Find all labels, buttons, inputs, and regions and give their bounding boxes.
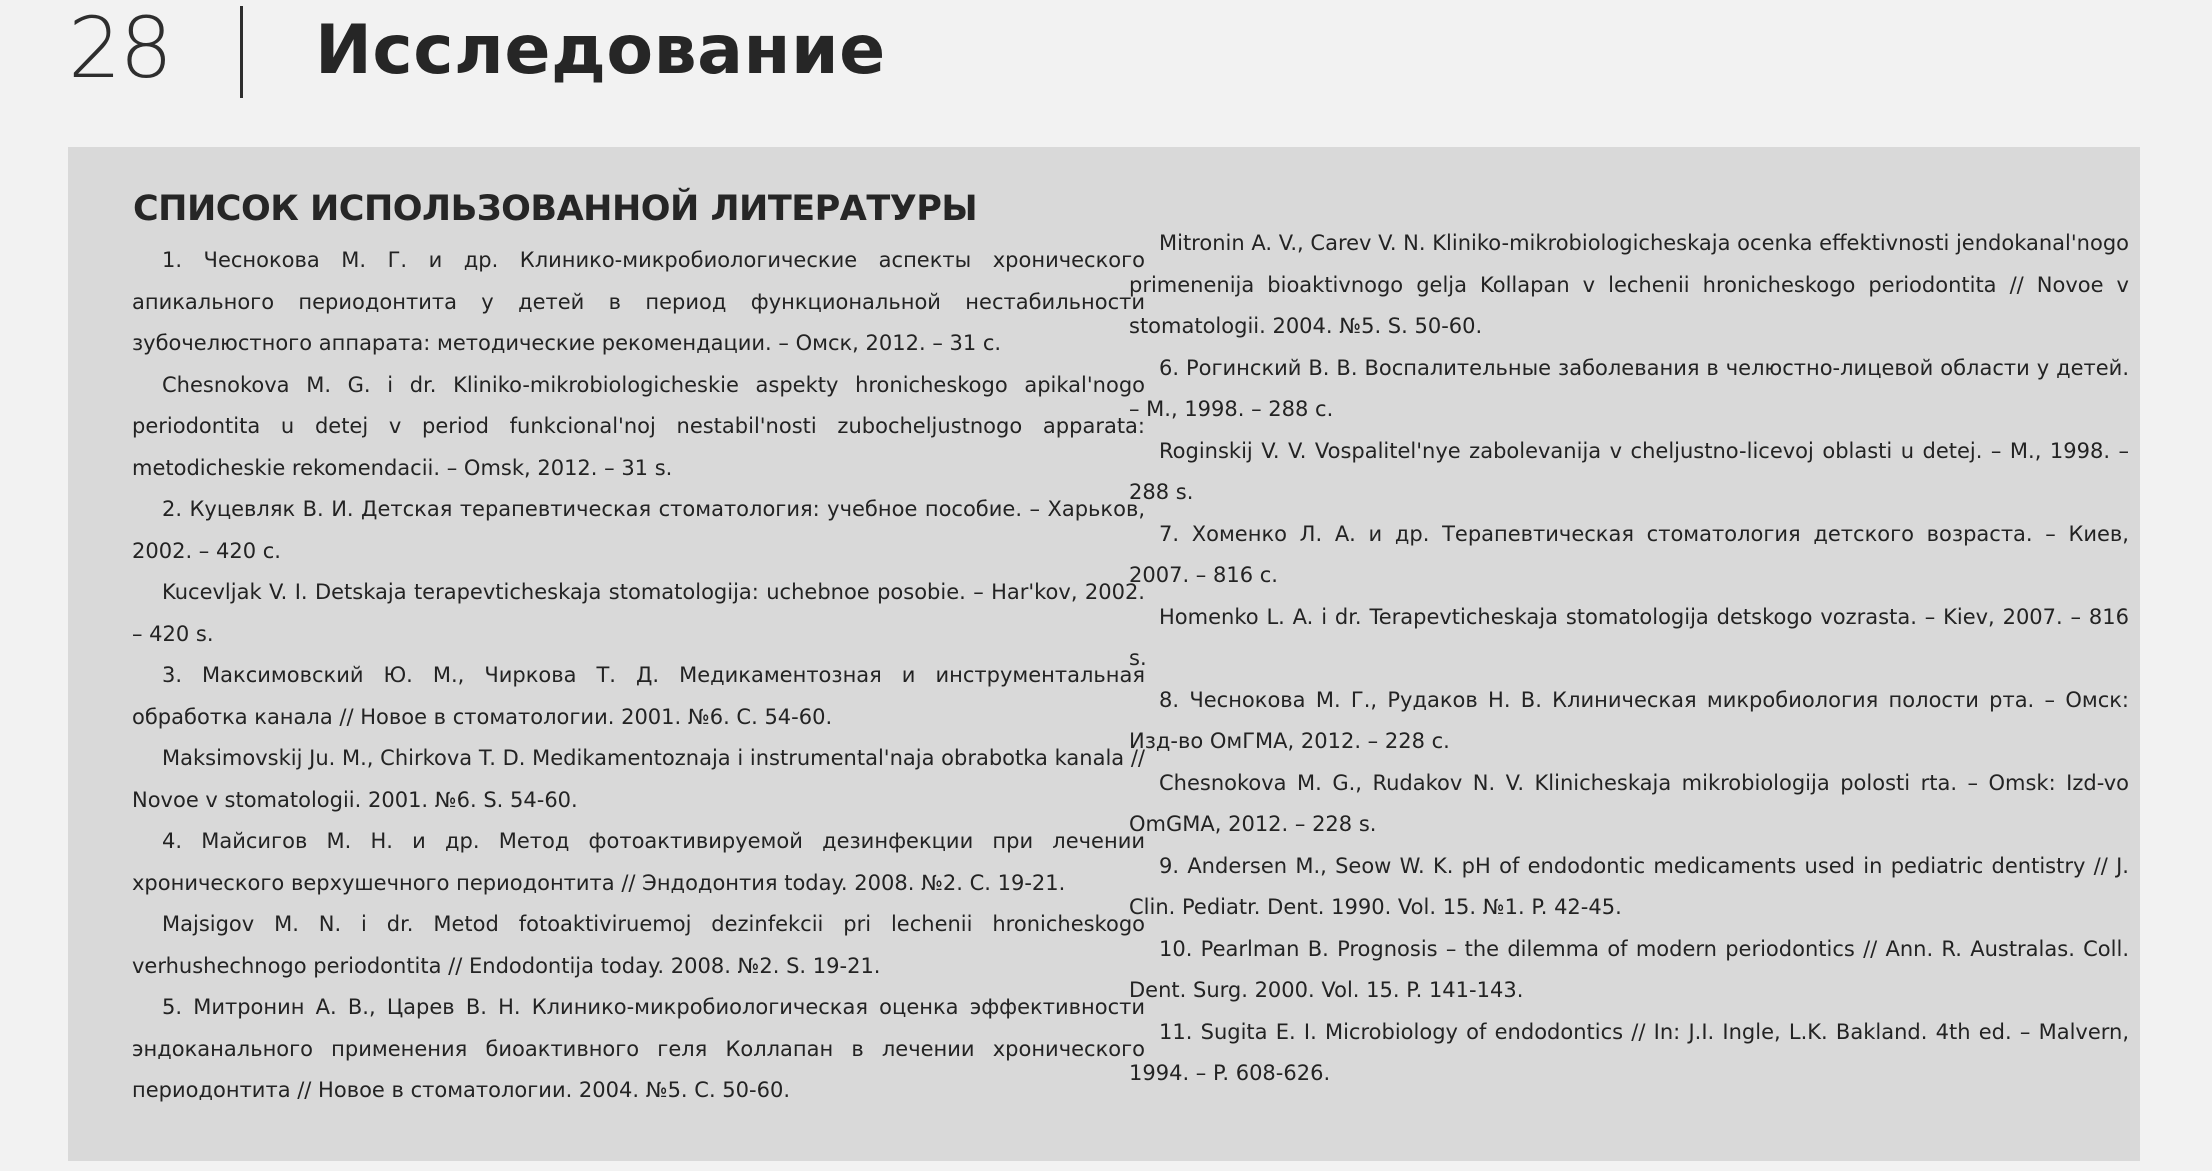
reference-item: Maksimovskij Ju. M., Chirkova T. D. Medikamentoznaja i instrumental'naja obrabotka kanala // Novoe v stomatologii. 2001. №6. S. 54-60. [132, 746, 1145, 812]
reference-item: Mitronin A. V., Carev V. N. Kliniko-mikrobiologicheskaja ocenka effektivnosti jendokanal'nogo primenenija bioaktivnogo gelja Kollapan v lechenii hronicheskogo periodontita // Novoe v stomatologii. 2004. №5. S. 50-60. [1129, 231, 2129, 338]
reference-item: Roginskij V. V. Vospalitel'nye zabolevanija v cheljustno-licevoj oblasti u detej. – M., 1998. – 288 s. [1129, 438, 2129, 504]
header-divider [240, 6, 243, 98]
reference-item: 7. Хоменко Л. А. и др. Терапевтическая стоматология детского возраста. – Киев, 2007. – 816 с. [1129, 521, 2129, 587]
reference-item: 9. Andersen M., Seow W. K. pH of endodontic medicaments used in pediatric dentistry // J. Clin. Pediatr. Dent. 1990. Vol. 15. №1. P. 42-45. [1129, 853, 2129, 919]
reference-item: 4. Майсигов М. Н. и др. Метод фотоактивируемой дезинфекции при лечении хронического верхушечного периодонтита // Эндодонтия today. 2008. №2. С. 19-21. [132, 829, 1145, 895]
page-number: 28 [68, 0, 171, 97]
reference-item: Chesnokova M. G. i dr. Kliniko-mikrobiologicheskie aspekty hronicheskogo apikal'nogo periodontita u detej v period funkcional'noj nestabil'nosti zubocheljustnogo apparata: metodicheskie rekomendacii. – Omsk, 2012. – 31 s. [132, 372, 1145, 480]
references-left-column [132, 240, 1145, 1112]
reference-item: 8. Чеснокова М. Г., Рудаков Н. В. Клиническая микробиология полости рта. – Омск: Изд-во ОмГМА, 2012. – 228 с. [1129, 687, 2129, 753]
reference-item: 5. Митронин А. В., Царев В. Н. Клинико-микробиологическая оценка эффективности эндоканального применения биоактивного геля Коллапан в лечении хронического периодонтита // Новое в стоматологии. 2004. №5. С. 50-60. [132, 995, 1145, 1102]
reference-item: Chesnokova M. G., Rudakov N. V. Klinicheskaja mikrobiologija polosti rta. – Omsk: Izd-vo OmGMA, 2012. – 228 s. [1129, 770, 2129, 836]
references-right-column [1129, 223, 2129, 1095]
reference-item: Majsigov M. N. i dr. Metod fotoaktiviruemoj dezinfekcii pri lechenii hronicheskogo verhushechnogo periodontita // Endodontija today. 2008. №2. S. 19-21. [132, 912, 1145, 978]
references-heading: СПИСОК ИСПОЛЬЗОВАННОЙ ЛИТЕРАТУРЫ [133, 189, 978, 229]
reference-item: 3. Максимовский Ю. М., Чиркова Т. Д. Медикаментозная и инструментальная обработка канала // Новое в стоматологии. 2001. №6. С. 54-60. [132, 663, 1145, 729]
reference-item: 1. Чеснокова М. Г. и др. Клинико-микробиологические аспекты хронического апикального периодонтита у детей в период функциональной нестабильности зубочелюстного аппарата: методические рекомендации. – Омск, 2012. – 31 с. [132, 248, 1145, 355]
section-title: Исследование [315, 11, 886, 90]
references-panel [68, 147, 2140, 1161]
reference-item: Homenko L. A. i dr. Terapevticheskaja stomatologija detskogo vozrasta. – Kiev, 2007. – 816 s. [1129, 604, 2129, 670]
reference-item: 10. Pearlman B. Prognosis – the dilemma of modern periodontics // Ann. R. Australas. Coll. Dent. Surg. 2000. Vol. 15. P. 141-143. [1129, 936, 2129, 1002]
page-header [0, 0, 2212, 130]
reference-item: 2. Куцевляк В. И. Детская терапевтическая стоматология: учебное пособие. – Харьков, 2002. – 420 с. [132, 497, 1145, 563]
reference-item: 11. Sugita E. I. Microbiology of endodontics // In: J.I. Ingle, L.K. Bakland. 4th ed. – Malvern, 1994. – P. 608-626. [1129, 1019, 2129, 1085]
reference-item: 6. Рогинский В. В. Воспалительные заболевания в челюстно-лицевой области у детей. – М., 1998. – 288 с. [1129, 355, 2129, 421]
reference-item: Kucevljak V. I. Detskaja terapevticheskaja stomatologija: uchebnoe posobie. – Har'kov, 2002. – 420 s. [132, 580, 1145, 646]
